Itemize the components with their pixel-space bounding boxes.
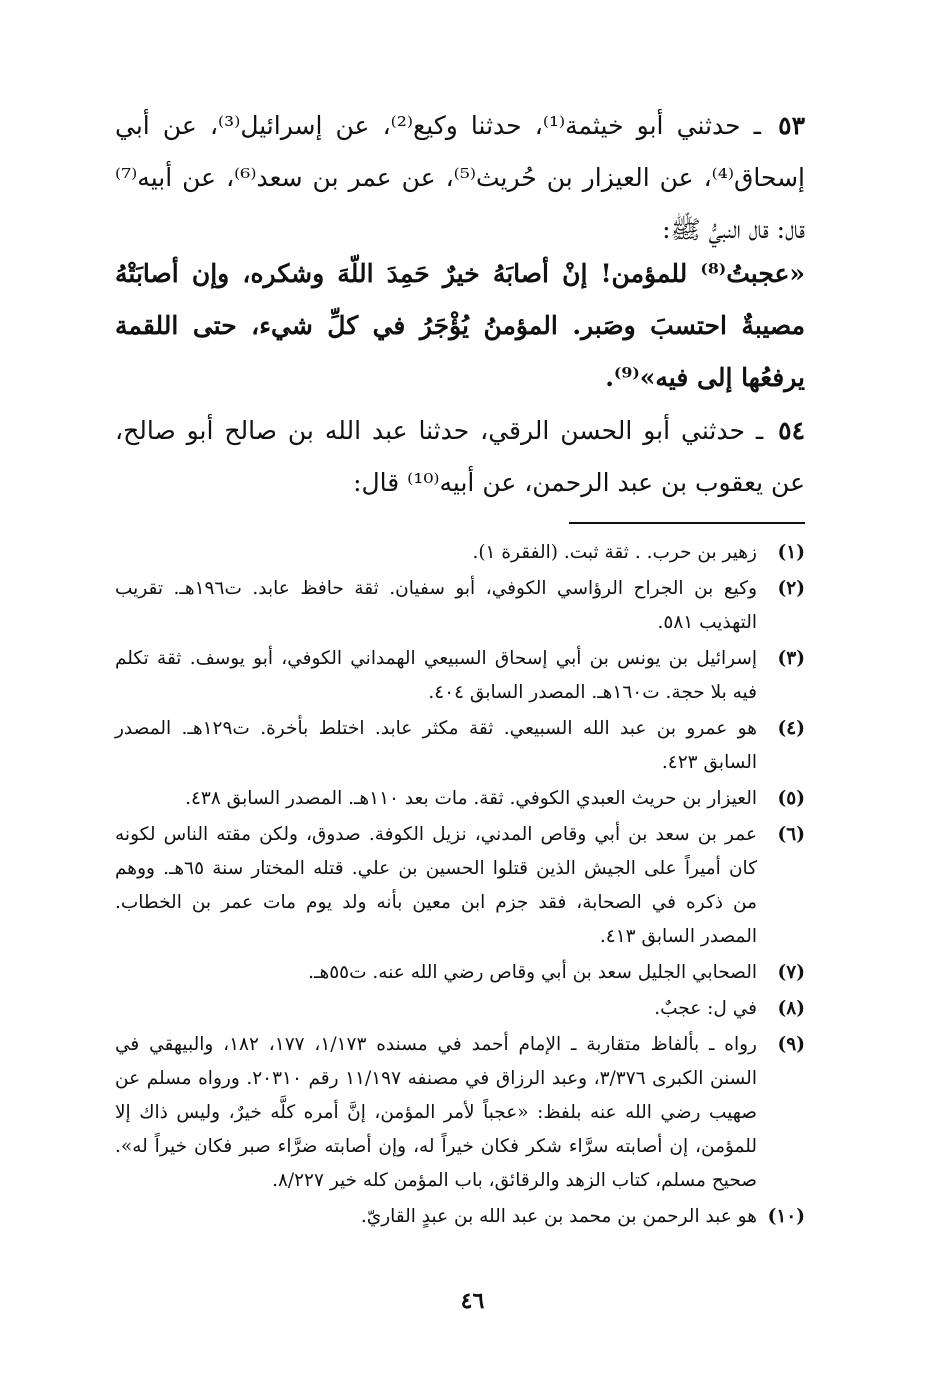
- footnote-item: [115, 782, 805, 816]
- footnote-text: الصحابي الجليل سعد بن أبي وقاص رضي الله عنه. ت٥٥هـ.: [308, 962, 757, 983]
- paragraph-53: [115, 100, 805, 256]
- footnote-item: [115, 572, 805, 640]
- footnote-text: وكيع بن الجراح الرؤاسي الكوفي، أبو سفيان. ثقة حافظ عابد. ت١٩٦هـ. تقريب التهذيب ٥٨١.: [115, 578, 758, 633]
- footnotes: [115, 536, 805, 1236]
- paragraph-54: [115, 405, 805, 509]
- paragraph-text: ـ حدثني أبو الحسن الرقي، حدثنا عبد الله بن صالح أبو صالح، عن يعقوب بن عبد الرحمن، عن أبيه⁽¹⁰⁾ قال:: [115, 416, 805, 497]
- footnote-text: زهير بن حرب. . ثقة ثبت. (الفقرة ١).: [472, 542, 757, 563]
- footnote-text: إسرائيل بن يونس بن أبي إسحاق السبيعي الهمداني الكوفي، أبو يوسف. ثقة تكلم فيه بلا حجة. ت١٦٠هـ. المصدر السابق ٤٠٤.: [115, 648, 757, 703]
- footnote-number: (١): [777, 542, 805, 563]
- footnote-text: عمر بن سعد بن أبي وقاص المدني، نزيل الكوفة. صدوق، ولكن مقته الناس لكونه كان أميراً على الجيش الذين قتلوا الحسين بن علي. قتله المختار سنة ٦٥هـ. ووهم من ذكره في الصحابة، فقد جزم ابن معين بأنه ولد يوم مات عمر بن الخطاب. المصدر السابق ٤١٣.: [115, 824, 757, 947]
- footnote-item: [115, 536, 805, 570]
- footnote-number: (٩): [777, 1034, 805, 1055]
- footnote-text: هو عمرو بن عبد الله السبيعي. ثقة مكثر عابد. اختلط بأخرة. ت١٢٩هـ. المصدر السابق ٤٢٣.: [115, 718, 757, 773]
- paragraph-number: ٥٣: [778, 111, 805, 140]
- paragraph-number: ٥٤: [778, 416, 805, 445]
- footnote-number: (١٠): [767, 1206, 805, 1227]
- footnote-item: [115, 956, 805, 990]
- page-number: ٤٦: [460, 1288, 485, 1314]
- footnote-text: هو عبد الرحمن بن محمد بن عبد الله بن عبدٍ القاريّ.: [360, 1206, 757, 1227]
- footnote-number: (٦): [777, 824, 805, 845]
- footnote-number: (٣): [777, 648, 805, 669]
- hadith-text: «عجبتُ⁽⁸⁾ للمؤمن! إنْ أصابَهُ خيرٌ حَمِدَ اللّهَ وشكره، وإن أصابَتْهُ مصيبةٌ احتسبَ وصَبر. المؤمنُ يُؤْجَرُ في كلِّ شيء، حتى اللقمة يرفعُها إلى فيه»⁽⁹⁾.: [115, 259, 805, 392]
- footnote-item: [115, 1028, 805, 1198]
- paragraph-text: ـ حدثني أبو خيثمة⁽¹⁾، حدثنا وكيع⁽²⁾، عن إسرائيل⁽³⁾، عن أبي إسحاق⁽⁴⁾، عن العيزار بن حُريث⁽⁵⁾، عن عمر بن سعد⁽⁶⁾، عن أبيه⁽⁷⁾ قال: قال النبيُّ ﷺ:: [115, 111, 805, 244]
- footnote-item: [115, 818, 805, 954]
- footnote-number: (٥): [777, 788, 805, 809]
- footnote-number: (٢): [777, 578, 805, 599]
- footnote-divider: [569, 522, 805, 524]
- footnote-item: [115, 642, 805, 710]
- footnote-item: [115, 1200, 805, 1234]
- footnote-number: (٧): [777, 962, 805, 983]
- footnote-number: (٤): [777, 718, 805, 739]
- footnote-text: رواه ـ بألفاظ متقاربة ـ الإمام أحمد في مسنده ١/١٧٣، ١٧٧، ١٨٢، والبيهقي في السنن الكبرى ٣/٣٧٦، وعبد الرزاق في مصنفه ١١/١٩٧ رقم ٢٠٣١٠. ورواه مسلم عن صهيب رضي الله عنه بلفظ: «عجباً لأمر المؤمن، إنَّ أمره كلَّه خيرٌ، وليس ذاك إلا للمؤمن، إن أصابته سرَّاء شكر فكان خيراً له، وإن أصابته ضرَّاء صبر فكان خيراً له». صحيح مسلم، كتاب الزهد والرقائق، باب المؤمن كله خير ٨/٢٢٧.: [115, 1034, 757, 1191]
- footnote-item: [115, 992, 805, 1026]
- footnote-text: العيزار بن حريث العبدي الكوفي. ثقة. مات بعد ١١٠هـ. المصدر السابق ٤٣٨.: [185, 788, 757, 809]
- footnote-text: في ل: عجبٌ.: [654, 998, 757, 1019]
- footnote-number: (٨): [777, 998, 805, 1019]
- footnote-item: [115, 712, 805, 780]
